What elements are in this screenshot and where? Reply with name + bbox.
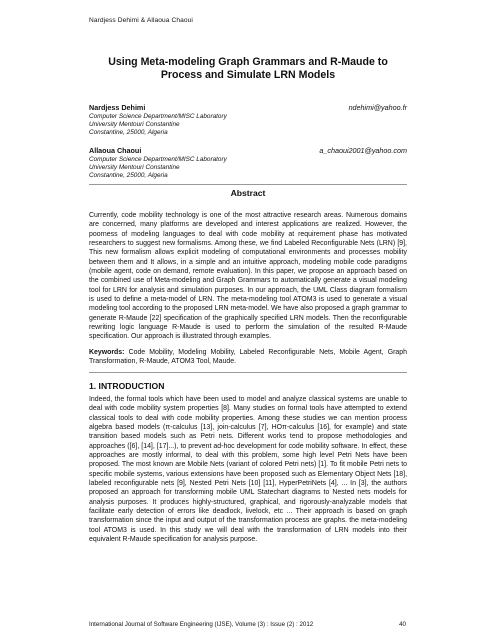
keywords — [89, 348, 407, 367]
keywords-text: Code Mobility, Modeling Mobility, Labeled Reconfigurable Nets, Mobile Agent, Graph Transformation, R-Maude, ATOM3 Tool, Maude. — [89, 349, 407, 366]
abstract-heading: Abstract — [230, 188, 266, 198]
introduction-heading: 1. INTRODUCTION — [89, 381, 165, 391]
footer-journal: International Journal of Software Engineering (IJSE), Volume (3) : Issue (2) : 2012 — [89, 621, 314, 628]
author-block-2 — [89, 146, 407, 180]
author-affiliation-line: University Mentouri Constantine — [89, 121, 180, 128]
author-email[interactable]: ndehimi@yahoo.fr — [348, 103, 407, 112]
running-head: Nardjess Dehimi & Allaoua Chaoui — [89, 17, 193, 24]
author-affiliation-line: Computer Science Department/MISC Laboratory — [89, 113, 227, 120]
paper-title: Using Meta-modeling Graph Grammars and R-Maude to Process and Simulate LRN Models — [108, 56, 388, 81]
author-name: Allaoua Chaoui — [89, 146, 142, 155]
author-affiliation-line: Computer Science Department/MISC Laboratory — [89, 156, 227, 163]
author-affiliation-line: University Mentouri Constantine — [89, 164, 180, 171]
divider-rule — [89, 184, 407, 185]
divider-rule — [89, 372, 407, 373]
author-name: Nardjess Dehimi — [89, 103, 146, 112]
author-affiliation-line: Constantine, 25000, Algeria — [89, 129, 168, 136]
footer-page-number: 40 — [399, 621, 406, 628]
author-email[interactable]: a_chaoui2001@yahoo.com — [319, 146, 407, 155]
abstract-text — [89, 211, 407, 342]
keywords-label: Keywords: — [89, 349, 125, 356]
abstract-paragraph: Currently, code mobility technology is one of the most attractive research areas. Numerous domains are concerned, many platforms are developed and interest applications are realized. However, the poorness of modeling languages to deal with code mobility at requirement phase has motivated researchers to suggest new formalisms. Among these, we find Labeled Reconfigurable Nets (LRN) [9], This new formalism allows explicit modeling of computational environments and processes mobility between them and It allows, in a simple and an intuitive approach, modeling mobile code paradigms (mobile agent, code on demand, remote evaluation). In this paper, we propose an approach based on the combined use of Meta-modeling and Graph Grammars to automatically generate a visual modeling tool for LRN for analysis and simulation purposes. In our approach, the UML Class diagram formalism is used to define a meta-model of LRN. The meta-modeling tool ATOM3 is used to generate a visual modeling tool according to the proposed LRN meta-model. We have also proposed a graph grammar to generate R-Maude [22] specification of the graphically specified LRN models. Then the reconfigurable rewriting logic language R-Maude is used to perform the simulation of the resulted R-Maude specification. Our approach is illustrated through examples. — [89, 212, 407, 341]
author-block-1 — [89, 103, 407, 137]
author-affiliation-line: Constantine, 25000, Algeria — [89, 172, 168, 179]
introduction-text — [89, 395, 407, 545]
introduction-paragraph: Indeed, the formal tools which have been used to model and analyze classical systems are unable to deal with code mobility system properties [8]. Many studies on formal tools have attempted to extend classical tools to deal with code mobility properties. Among these studies we can mention process algebra based models (π-calculus [13], join-calculus [7], HOπ-calculus [16], for example) and state transition based models such as Petri nets. Different works tend to propose methodologies and approaches ([6], [14], [17]...), to prevent ad-hoc development for code mobility software. In effect, these approaches are mostly informal, to deal with this problem, some high level Petri Nets have been proposed. The most known are Mobile Nets (variant of colored Petri nets) [1]. To fit mobile Petri nets to specific mobile systems, various extensions have been proposed such as Elementary Object Nets [18], labeled reconfigurable nets [9], Nested Petri Nets [10] [11], HyperPetriNets [4], ... In [3], the authors proposed an approach for transforming mobile UML Statechart diagrams to Nested nets models for analysis purposes. It produces highly-structured, graphical, and rigorously-analyzable models that facilitate early detection of errors like deadlock, livelock, etc ... Their approach is based on graph transformation since the input and output of the transformation process are graphs. the meta-modeling tool ATOM3 is used. In this study we will deal with the transformation of LRN models into their equivalent R-Maude specification for analysis purpose. — [89, 396, 407, 544]
